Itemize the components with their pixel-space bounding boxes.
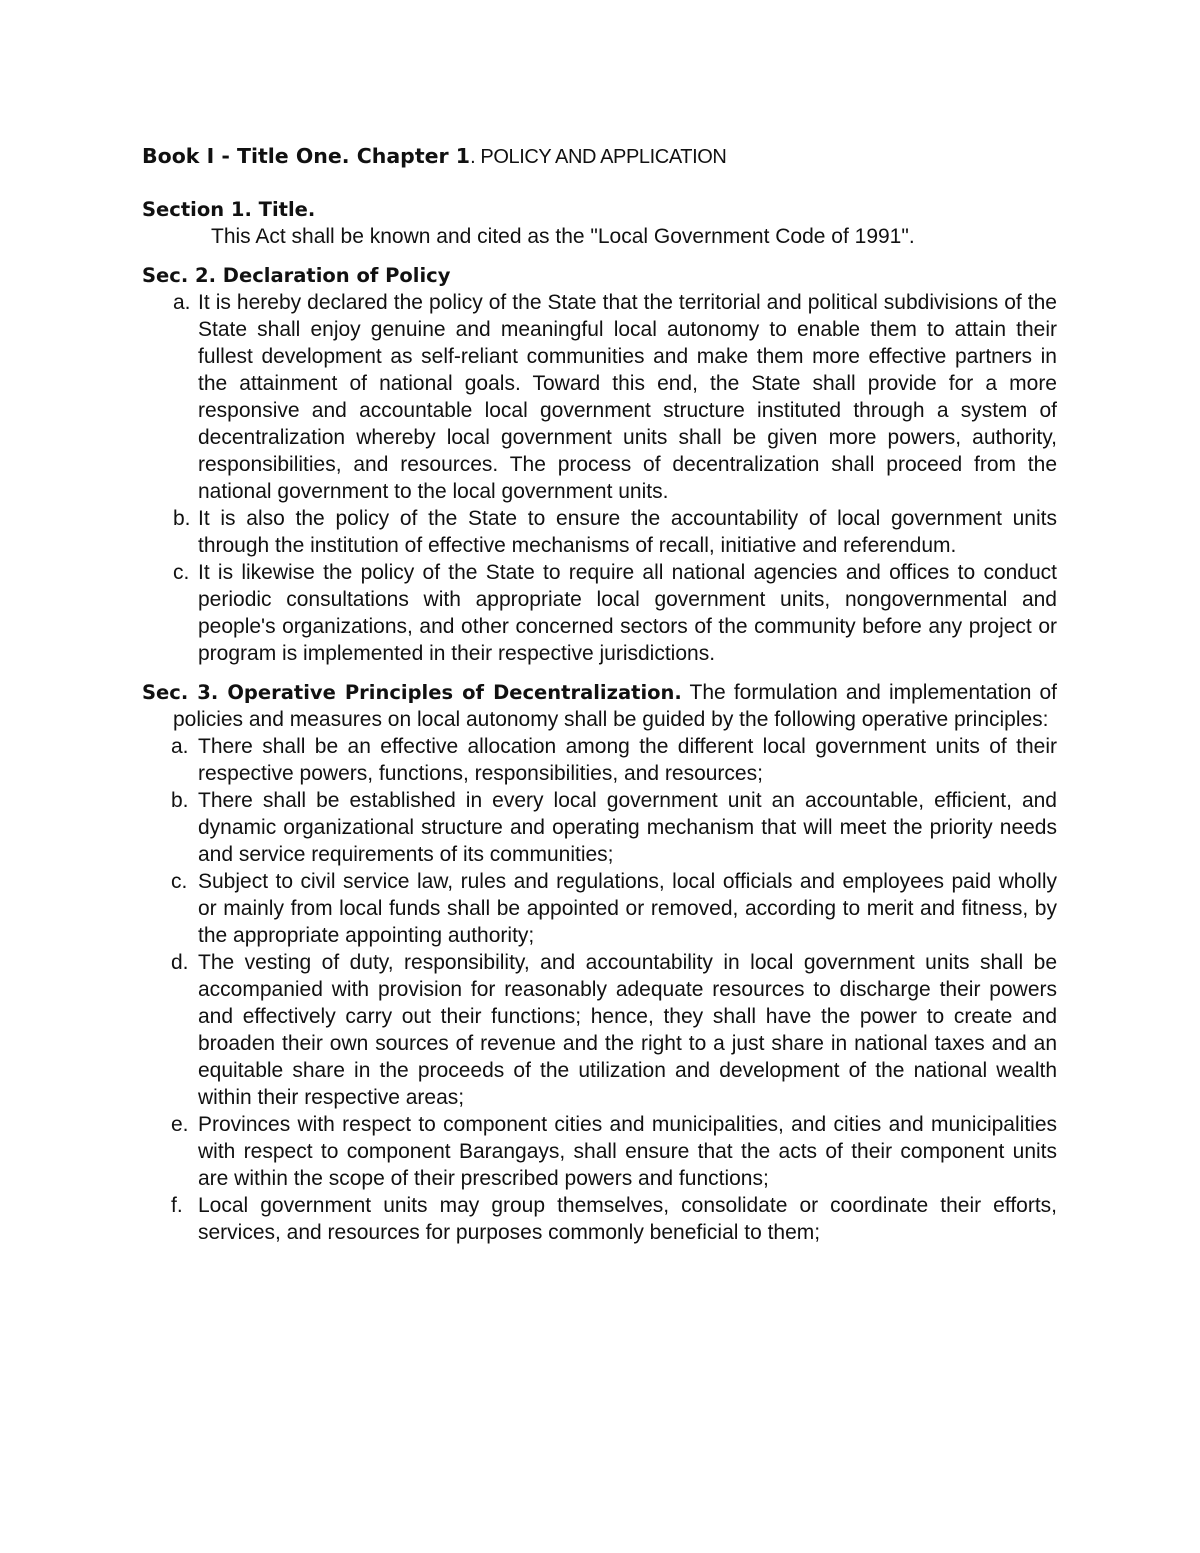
document-page	[142, 141, 1057, 1246]
document-heading-bold: Book I - Title One. Chapter 1	[142, 144, 471, 168]
list-item-marker: b.	[171, 789, 189, 812]
list-item-marker: b.	[173, 507, 191, 530]
list-item	[142, 868, 1057, 949]
section-1-heading: Section 1. Title.	[142, 198, 316, 221]
list-item-marker: f.	[171, 1194, 183, 1217]
list-item-marker: d.	[171, 951, 189, 974]
section-2	[142, 262, 1057, 667]
section-3	[142, 679, 1057, 1246]
document-heading	[142, 141, 1057, 172]
section-2-heading: Sec. 2. Declaration of Policy	[142, 264, 451, 287]
document-heading-rest: . POLICY AND APPLICATION	[470, 146, 727, 168]
list-item-marker: c.	[173, 561, 190, 584]
list-item	[142, 733, 1057, 787]
list-item	[142, 1192, 1057, 1246]
list-item	[142, 559, 1057, 667]
list-item-text: It is likewise the policy of the State to require all national agencies and offices to conduct periodic consultations with appropriate local government units, nongovernmental and people's organizations, and other concerned sectors of the community before any project or program is implemented in their respective jurisdictions.	[198, 561, 1057, 665]
list-item	[142, 505, 1057, 559]
list-item-text: Subject to civil service law, rules and regulations, local officials and employees paid wholly or mainly from local funds shall be appointed or removed, according to merit and fitness, by the appropriate appointing authority;	[198, 870, 1057, 947]
list-item	[142, 289, 1057, 505]
list-item	[142, 949, 1057, 1111]
list-item-text: It is also the policy of the State to ensure the accountability of local government units through the institution of effective mechanisms of recall, initiative and referendum.	[198, 507, 1057, 557]
section-1	[142, 196, 1057, 250]
list-item-marker: e.	[171, 1113, 189, 1136]
list-item-text: Local government units may group themselves, consolidate or coordinate their efforts, services, and resources for purposes commonly beneficial to them;	[198, 1194, 1057, 1244]
list-item-marker: a.	[173, 291, 191, 314]
list-item-marker: c.	[171, 870, 188, 893]
list-item	[142, 1111, 1057, 1192]
section-3-intro	[142, 679, 1057, 733]
list-item	[142, 787, 1057, 868]
list-item-text: It is hereby declared the policy of the State that the territorial and political subdivisions of the State shall enjoy genuine and meaningful local autonomy to enable them to attain their fullest development as self-reliant communities and make them more effective partners in the attainment of national goals. Toward this end, the State shall provide for a more responsive and accountable local government structure instituted through a system of decentralization whereby local government units shall be given more powers, authority, responsibilities, and resources. The process of decentralization shall proceed from the national government to the local government units.	[198, 291, 1057, 503]
section-2-list	[142, 289, 1057, 667]
list-item-text: There shall be established in every local government unit an accountable, efficient, and dynamic organizational structure and operating mechanism that will meet the priority needs and service requirements of its communities;	[198, 789, 1057, 866]
section-3-list	[142, 733, 1057, 1246]
section-3-heading: Sec. 3. Operative Principles of Decentralization.	[142, 681, 682, 704]
section-1-text: This Act shall be known and cited as the "Local Government Code of 1991".	[211, 225, 915, 248]
list-item-marker: a.	[171, 735, 189, 758]
list-item-text: The vesting of duty, responsibility, and accountability in local government units shall be accompanied with provision for reasonably adequate resources to discharge their powers and effectively carry out their functions; hence, they shall have the power to create and broaden their own sources of revenue and the right to a just share in national taxes and an equitable share in the proceeds of the utilization and development of the national wealth within their respective areas;	[198, 951, 1057, 1109]
list-item-text: Provinces with respect to component cities and municipalities, and cities and municipalities with respect to component Barangays, shall ensure that the acts of their component units are within the scope of their prescribed powers and functions;	[198, 1113, 1057, 1190]
list-item-text: There shall be an effective allocation among the different local government units of their respective powers, functions, responsibilities, and resources;	[198, 735, 1057, 785]
section-3-intro-text: The formulation and implementation of policies and measures on local autonomy shall be guided by the following operative principles:	[173, 681, 1057, 731]
